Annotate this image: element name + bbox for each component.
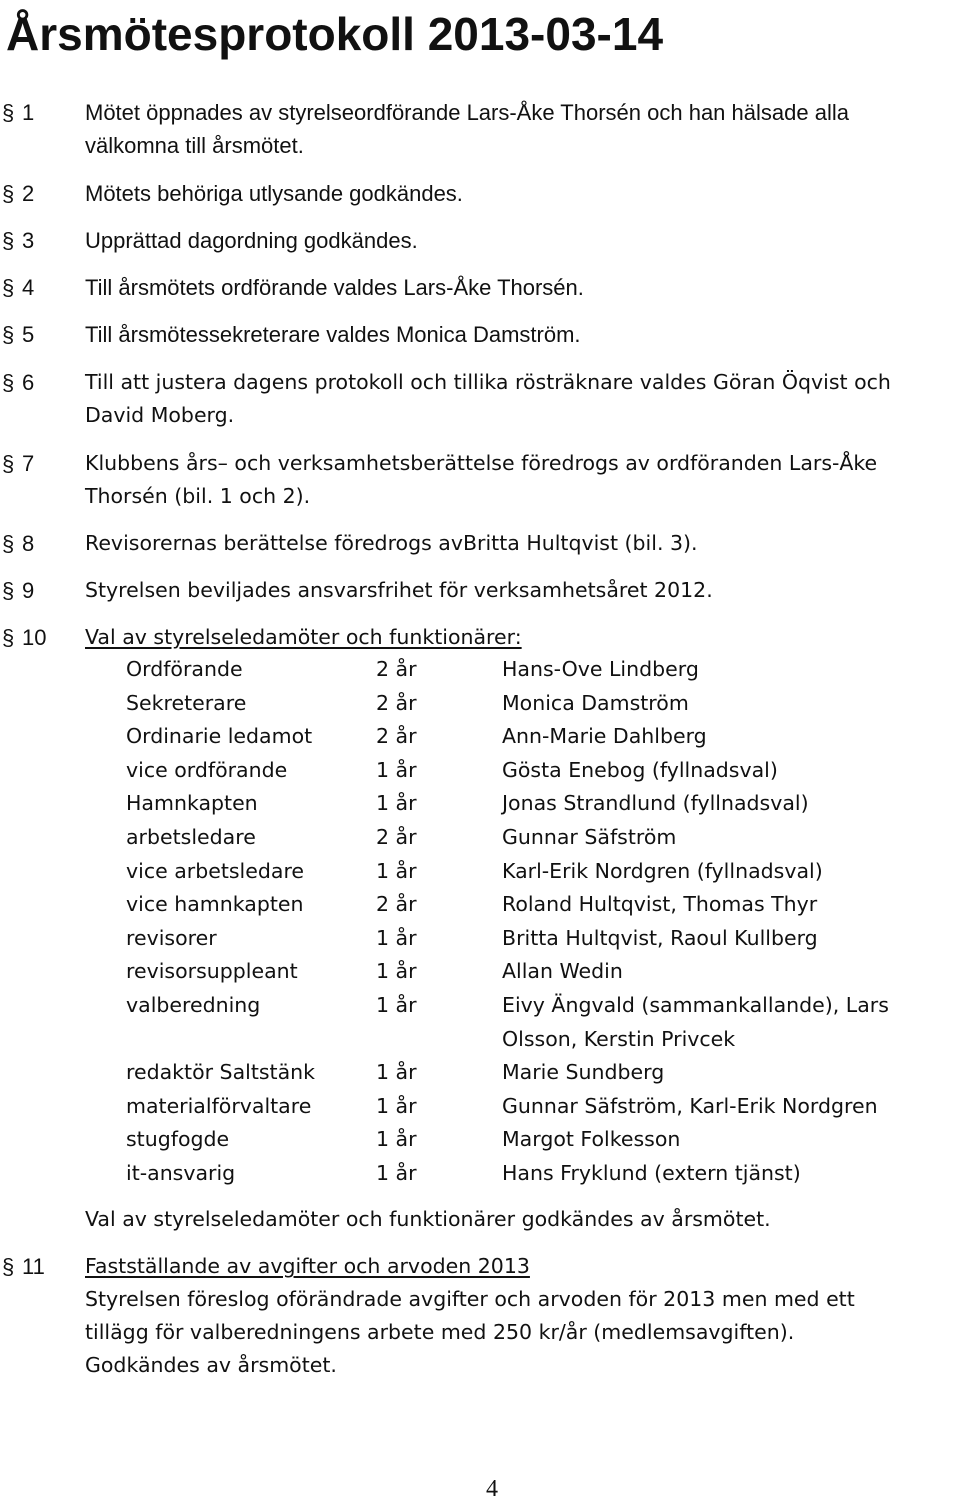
role-row [0, 922, 960, 956]
role-name: vice hamnkapten [126, 892, 304, 917]
role-row [0, 787, 960, 821]
role-name: arbetsledare [126, 824, 256, 849]
item-line: Klubbens års– och verksamhetsberättelse föredrogs av ordföranden Lars-Åke [85, 451, 878, 475]
item-text [85, 527, 957, 560]
role-person: Monica Damström [502, 690, 689, 715]
section-sign: § [2, 181, 15, 206]
item-text [85, 96, 957, 162]
section-sign: § [2, 228, 15, 253]
item-line: välkomna till årsmötet. [85, 133, 304, 158]
section-sign: § [2, 531, 15, 556]
section-sign: § [2, 451, 15, 476]
role-term: 1 år [376, 959, 417, 984]
role-term: 2 år [376, 657, 417, 681]
role-term: 1 år [376, 858, 417, 883]
role-term: 2 år [376, 690, 417, 715]
role-term: 1 år [376, 757, 417, 782]
role-person: Jonas Strandlund (fyllnadsval) [502, 791, 809, 816]
role-row [0, 1157, 960, 1191]
role-person: Margot Folkesson [502, 1127, 681, 1152]
role-name: vice ordförande [126, 757, 288, 782]
role-row [0, 720, 960, 754]
item-number: 1 [22, 100, 35, 125]
item-number: 3 [22, 228, 35, 253]
role-person: Marie Sundberg [502, 1060, 665, 1085]
role-name: valberedning [126, 992, 261, 1017]
item-heading: Fastställande av avgifter och arvoden 2013 [85, 1254, 530, 1278]
item-text [85, 177, 957, 210]
roles-table [0, 653, 960, 1191]
role-person: Gösta Enebog (fyllnadsval) [502, 757, 778, 782]
item-text [85, 224, 957, 257]
item-text [85, 574, 957, 607]
role-row [0, 687, 960, 721]
role-person: Karl-Erik Nordgren (fyllnadsval) [502, 858, 823, 883]
role-name: Ordförande [126, 657, 243, 681]
role-row [0, 955, 960, 989]
item-number: 4 [22, 275, 35, 300]
role-term: 1 år [376, 992, 417, 1017]
role-name: revisorer [126, 925, 217, 950]
item-line: David Moberg. [85, 403, 235, 427]
page-number: 4 [486, 1476, 498, 1502]
role-row [0, 1056, 960, 1090]
role-row [0, 754, 960, 788]
section-sign: § [2, 100, 15, 125]
section-sign: § [2, 370, 15, 395]
role-term: 1 år [376, 1060, 417, 1085]
item-line: Till att justera dagens protokoll och tillika rösträknare valdes Göran Öqvist och [85, 370, 891, 394]
section-sign: § [2, 322, 15, 347]
section-sign: § [2, 275, 15, 300]
item-line: Upprättad dagordning godkändes. [85, 228, 418, 253]
role-row [0, 1090, 960, 1124]
item-line: Mötets behöriga utlysande godkändes. [85, 181, 463, 206]
page-title: Årsmötesprotokoll 2013-03-14 [6, 8, 664, 60]
item-line: Mötet öppnades av styrelseordförande Lars-Åke Thorsén och han hälsade alla [85, 100, 849, 125]
role-term: 1 år [376, 791, 417, 816]
role-name: stugfogde [126, 1127, 230, 1152]
role-row [0, 989, 960, 1056]
role-name: revisorsuppleant [126, 959, 298, 984]
item-line: Thorsén (bil. 1 och 2). [85, 484, 311, 508]
item-line: tillägg för valberedningens arbete med 250 kr/år (medlemsavgiften). [85, 1320, 795, 1344]
item-heading: Val av styrelseledamöter och funktionärer: [85, 625, 522, 649]
role-term: 1 år [376, 1093, 417, 1118]
role-term: 1 år [376, 1127, 417, 1152]
item-text [85, 366, 957, 432]
role-term: 2 år [376, 824, 417, 849]
item-line: Till årsmötessekreterare valdes Monica Damström. [85, 322, 581, 347]
item-text [85, 271, 957, 304]
role-person: Ann-Marie Dahlberg [502, 724, 707, 749]
item-number: 2 [22, 181, 35, 206]
role-person: Eivy Ängvald (sammankallande), Lars Olsson, Kerstin Privcek [502, 992, 889, 1051]
section-sign: § [2, 1254, 15, 1279]
role-name: Ordinarie ledamot [126, 724, 313, 749]
role-person: Roland Hultqvist, Thomas Thyr [502, 892, 818, 917]
role-term: 1 år [376, 925, 417, 950]
role-name: materialförvaltare [126, 1093, 312, 1118]
role-name: redaktör Saltstänk [126, 1060, 316, 1085]
role-term: 2 år [376, 892, 417, 917]
role-name: it-ansvarig [126, 1160, 236, 1185]
section-sign: § [2, 625, 15, 650]
role-row [0, 821, 960, 855]
item-number: 11 [22, 1254, 45, 1279]
role-row [0, 653, 960, 687]
item-number: 9 [22, 578, 35, 603]
role-term: 2 år [376, 724, 417, 749]
section-sign: § [2, 578, 15, 603]
item-line: Revisorernas berättelse föredrogs avBritta Hultqvist (bil. 3). [85, 531, 698, 555]
role-row [0, 855, 960, 889]
role-person: Gunnar Säfström [502, 824, 677, 849]
roles-approval-note: Val av styrelseledamöter och funktionärer godkändes av årsmötet. [85, 1207, 771, 1231]
item-line: Godkändes av årsmötet. [85, 1353, 337, 1377]
item-text [85, 318, 957, 351]
role-person: Gunnar Säfström, Karl-Erik Nordgren [502, 1093, 878, 1118]
item-line: Till årsmötets ordförande valdes Lars-Åke Thorsén. [85, 275, 584, 300]
item-text [85, 1250, 957, 1382]
role-row [0, 888, 960, 922]
item-number: 5 [22, 322, 35, 347]
role-row [0, 1123, 960, 1157]
role-person: Allan Wedin [502, 959, 623, 984]
item-number: 8 [22, 531, 35, 556]
item-number: 10 [22, 625, 47, 650]
item-text [85, 621, 957, 654]
role-person: Hans Fryklund (extern tjänst) [502, 1160, 801, 1185]
item-line: Styrelsen föreslog oförändrade avgifter och arvoden för 2013 men med ett [85, 1287, 855, 1311]
role-name: Sekreterare [126, 690, 247, 715]
role-person: Hans-Ove Lindberg [502, 657, 699, 681]
item-number: 7 [22, 451, 35, 476]
role-person: Britta Hultqvist, Raoul Kullberg [502, 925, 818, 950]
role-term: 1 år [376, 1160, 417, 1185]
item-text [85, 447, 957, 513]
role-name: vice arbetsledare [126, 858, 305, 883]
item-number: 6 [22, 370, 35, 395]
item-line: Styrelsen beviljades ansvarsfrihet för verksamhetsåret 2012. [85, 578, 713, 602]
role-name: Hamnkapten [126, 791, 258, 816]
